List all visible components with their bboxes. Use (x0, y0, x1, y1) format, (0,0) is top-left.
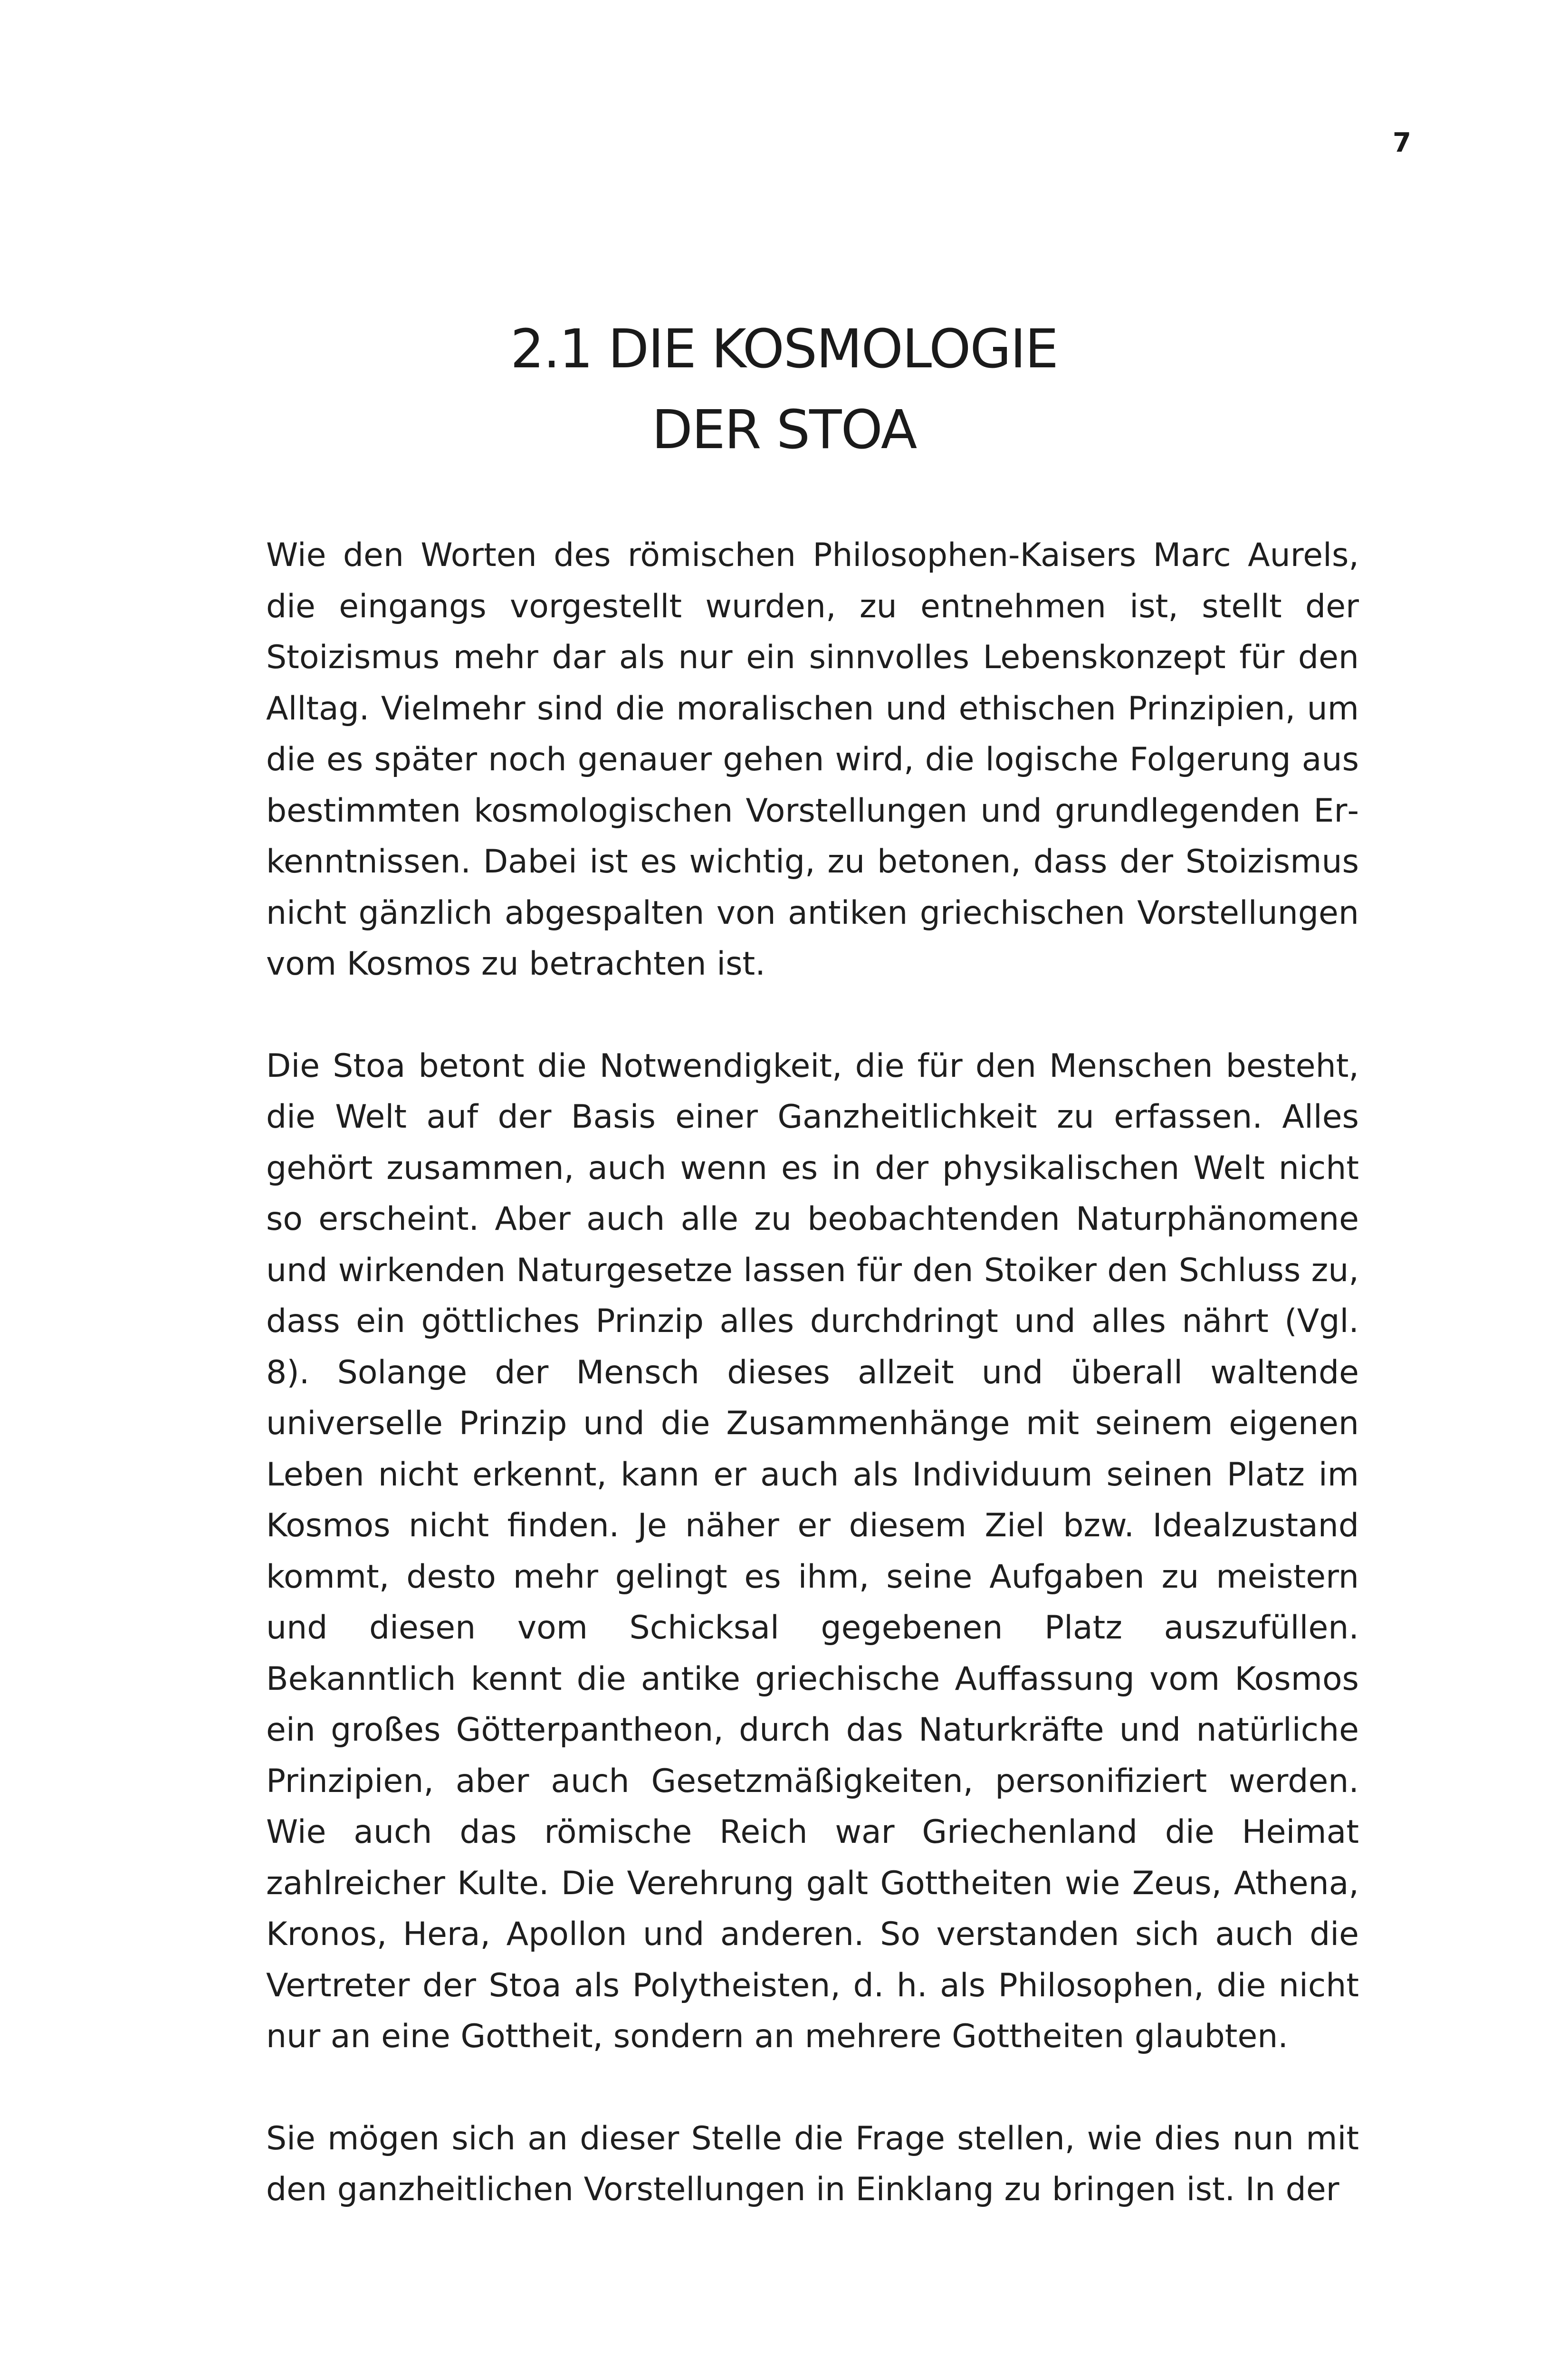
page-number: 7 (1393, 127, 1411, 158)
chapter-title (0, 309, 1568, 470)
paragraph-2: Die Stoa betont die Notwendigkeit, die für den Menschen besteht, die Welt auf der Basis einer Ganzheitlichkeit zu erfassen. Alles gehört zusammen, auch wenn es in der physikalischen Welt nicht so erscheint. Aber auch alle zu beobachtenden Naturphänomene und wirkenden Naturgesetze lassen für den Stoiker den Schluss zu, dass ein göttliches Prinzip alles durchdringt und alles nährt (Vgl. 8). Solange der Mensch dieses allzeit und überall waltende universelle Prinzip und die Zusammenhänge mit seinem eigenen Leben nicht erkennt, kann er auch als Individuum seinen Platz im Kosmos nicht finden. Je näher er diesem Ziel bzw. Idealzustand kommt, desto mehr gelingt es ihm, seine Aufgaben zu meistern und diesen vom Schicksal gegebenen Platz auszufüllen. Bekanntlich kennt die antike griechische Auffassung vom Kosmos ein großes Götterpantheon, durch das Naturkräfte und natürliche Prinzipien, aber auch Gesetzmäßigkeiten, personifiziert werden. Wie auch das römische Reich war Griechenland die Heimat zahlreicher Kulte. Die Verehrung galt Gottheiten wie Zeus, Athena, Kronos, Hera, Apollon und anderen. So verstanden sich auch die Vertreter der Stoa als Polytheisten, d. h. als Philosophen, die nicht nur an eine Gottheit, sondern an mehrere Gottheiten glaubten. (266, 1047, 1359, 2055)
chapter-title-line-2: DER STOA (651, 399, 917, 461)
body-text (266, 530, 1359, 2266)
chapter-title-line-1: 2.1 DIE KOSMOLOGIE (510, 318, 1058, 380)
paragraph-3: Sie mögen sich an dieser Stelle die Frage stellen, wie dies nun mit den ganzheitlichen Vorstellungen in Einklang zu bringen ist. In der (266, 2119, 1359, 2208)
paragraph-1: Wie den Worten des römischen Philosophen-Kaisers Marc Aurels, die eingangs vorgestellt wurden, zu entnehmen ist, stellt der Stoizismus mehr dar als nur ein sinnvolles Lebenskonzept für den Alltag. Vielmehr sind die moralischen und ethischen Prinzipien, um die es später noch genauer gehen wird, die logische Folgerung aus bestimmten kosmologischen Vorstellungen und grundlegenden Erkenntnissen. Dabei ist es wichtig, zu betonen, dass der Stoizismus nicht gänzlich abgespalten von antiken griechischen Vorstellungen vom Kosmos zu betrachten ist. (266, 537, 1359, 983)
